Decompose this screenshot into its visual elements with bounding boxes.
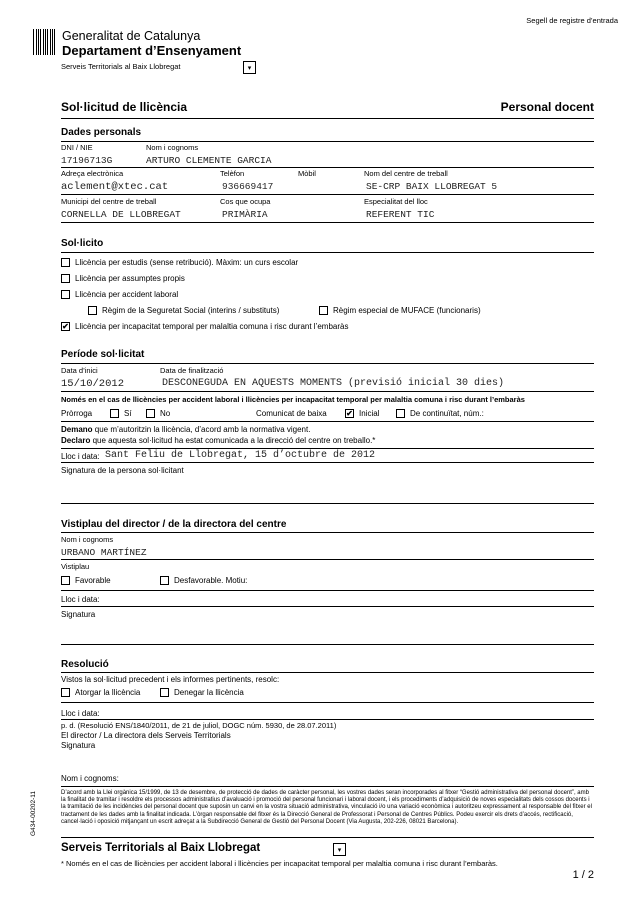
sick-leave-continuity-label: De continuïtat, núm.: — [410, 409, 484, 418]
footnote: * Només en el cas de llicències per accident laboral i llicències per incapacitat temporal per malaltia comuna i risc durant l’embaràs. — [61, 859, 498, 868]
divider — [61, 363, 594, 364]
study-leave-checkbox[interactable] — [61, 258, 70, 267]
social-security-checkbox[interactable] — [88, 306, 97, 315]
section-heading-director: Vistiplau del director / de la directora del centre — [61, 519, 287, 530]
workplace-label: Nom del centre de treball — [364, 169, 448, 178]
extension-yes — [110, 409, 132, 418]
place-date-label: Lloc i data: — [61, 452, 100, 461]
director-name-field[interactable]: URBANO MARTÍNEZ — [61, 547, 147, 558]
divider — [61, 672, 594, 673]
data-protection-notice: D’acord amb la Llei orgànica 15/1999, de 13 de desembre, de protecció de dades de caràcter personal, les vostres dades seran incorporades al fitxer “Gestió administrativa del personal docent”, amb la finalitat de tramitar i resoldre els processos administratius d’avaluació i promoció del personal funcionari i laboral docent, i els procediments d’adquisició de noves especialitats dels cossos docents i la tramitació de les incidències del personal docent que suposin un canvi en la vostra situació administrativa, vinculació i/o una variació econòmica i autoritzeu expressament al responsable del fitxer el tractament de les dades amb la finalitat indicada. L’òrgan responsable del fitxer és la Direcció General de Professorat i Personal de Centres Públics. Podeu exercir els drets d’accés, rectificació, cancel·lació i oposició mitjançant un escrit adreçat a la Subdirecció General de Gestió del Personal Docent (Via Augusta, 202-226, 08021 Barcelona). — [61, 790, 592, 825]
divider — [61, 532, 594, 533]
divider — [61, 167, 594, 168]
generalitat-logo-icon — [33, 29, 55, 55]
municipality-field[interactable]: CORNELLA DE LLOBREGAT — [61, 209, 181, 220]
name-label: Nom i cognoms — [146, 143, 199, 152]
divider — [61, 702, 594, 703]
extension-yes-checkbox[interactable] — [110, 409, 119, 418]
deny-label: Denegar la llicència — [174, 688, 244, 697]
director-name-label: Nom i cognoms — [61, 535, 114, 544]
body-field[interactable]: PRIMÀRIA — [222, 209, 268, 220]
unfavorable-checkbox[interactable] — [160, 576, 169, 585]
divider — [61, 462, 594, 463]
email-field[interactable]: aclement@xtec.cat — [61, 181, 169, 193]
applicant-signature-label: Signatura de la persona sol·licitant — [61, 466, 184, 475]
demand-statement: Demano que m’autoritzin la llicència, d’acord amb la normativa vigent. — [61, 425, 311, 434]
social-security-label: Règim de la Seguretat Social (interins / substituts) — [102, 306, 280, 315]
divider — [61, 837, 594, 838]
extension-row — [61, 409, 92, 418]
registry-stamp-label: Segell de registre d’entrada — [526, 16, 618, 25]
section-heading-resolution: Resolució — [61, 659, 109, 670]
form-title: Sol·licitud de llicència — [61, 100, 188, 114]
grant-checkbox[interactable] — [61, 688, 70, 697]
divider — [61, 141, 594, 142]
service-select-value[interactable]: Serveis Territorials al Baix Llobregat — [61, 62, 181, 71]
end-date-label: Data de finalització — [160, 366, 224, 375]
start-date-field[interactable]: 15/10/2012 — [61, 378, 125, 390]
sick-leave-initial — [345, 409, 379, 418]
unfavorable-label: Desfavorable. Motiu: — [174, 576, 248, 585]
period-note: Només en el cas de llicències per accident laboral i llicències per incapacitat temporal per malaltia comuna i risc durant l’embaràs — [61, 395, 525, 404]
section-heading-personal: Dades personals — [61, 127, 142, 138]
phone-label: Telèfon — [220, 169, 245, 178]
resolution-place-date-label: Lloc i data: — [61, 709, 100, 718]
extension-yes-label: Sí — [124, 409, 132, 418]
mobile-label: Mòbil — [298, 169, 316, 178]
option-temporary-disability — [61, 322, 348, 331]
department-name: Departament d’Ensenyament — [62, 43, 242, 58]
sick-leave-label: Comunicat de baixa — [256, 409, 327, 418]
divider — [61, 606, 594, 607]
form-code: G434-00202-11 — [30, 790, 37, 836]
municipality-label: Municipi del centre de treball — [61, 197, 157, 206]
approval-favorable — [61, 576, 111, 585]
divider — [61, 719, 594, 720]
temporary-disability-label: Llicència per incapacitat temporal per malaltia comuna i risc durant l’embaràs — [75, 322, 349, 331]
specialty-label: Especialitat del lloc — [364, 197, 428, 206]
dni-label: DNI / NIE — [61, 143, 93, 152]
divider — [61, 590, 594, 591]
section-heading-period: Període sol·licitat — [61, 349, 145, 360]
option-muface — [319, 306, 481, 315]
divider — [61, 391, 594, 392]
favorable-label: Favorable — [75, 576, 111, 585]
option-study-leave — [61, 258, 298, 267]
footer-service-dropdown-button[interactable] — [333, 843, 346, 856]
director-place-date-label: Lloc i data: — [61, 595, 100, 604]
chevron-down-icon: ▾ — [337, 846, 342, 854]
divider — [61, 252, 594, 253]
end-date-field[interactable]: DESCONEGUDA EN AQUESTS MOMENTS (previsió inicial 30 dies) — [162, 378, 505, 389]
divider — [61, 118, 594, 119]
own-affairs-checkbox[interactable] — [61, 274, 70, 283]
extension-no — [146, 409, 170, 418]
muface-label: Règim especial de MUFACE (funcionaris) — [333, 306, 481, 315]
temporary-disability-checkbox[interactable]: ✔ — [62, 322, 69, 331]
chevron-down-icon: ▾ — [247, 64, 252, 72]
page-number: 1 / 2 — [572, 869, 594, 881]
service-dropdown-button[interactable] — [243, 61, 256, 74]
study-leave-label: Llicència per estudis (sense retribució). Màxim: un curs escolar — [75, 258, 299, 267]
footer-service-select-value[interactable]: Serveis Territorials al Baix Llobregat — [61, 842, 261, 854]
director-services-line: El director / La directora dels Serveis Territorials — [61, 731, 231, 740]
option-own-affairs — [61, 274, 185, 283]
extension-no-label: No — [160, 409, 171, 418]
divider — [61, 503, 594, 504]
specialty-field[interactable]: REFERENT TIC — [366, 209, 435, 220]
phone-field[interactable]: 936669417 — [222, 181, 274, 192]
option-social-security — [88, 306, 279, 315]
workplace-field[interactable]: SE-CRP BAIX LLOBREGAT 5 — [366, 181, 498, 192]
dni-field[interactable]: 17196713G — [61, 155, 113, 166]
extension-label: Pròrroga — [61, 409, 93, 418]
sick-leave-initial-label: Inicial — [359, 409, 380, 418]
favorable-checkbox[interactable] — [61, 576, 70, 585]
name-field[interactable]: ARTURO CLEMENTE GARCIA — [146, 155, 272, 166]
sick-leave-row — [256, 409, 327, 418]
body-label: Cos que ocupa — [220, 197, 271, 206]
section-heading-request: Sol·licito — [61, 238, 104, 249]
work-accident-checkbox[interactable] — [61, 290, 70, 299]
grant-label: Atorgar la llicència — [75, 688, 141, 697]
resolution-name-label: Nom i cognoms: — [61, 774, 119, 783]
sick-leave-continuity — [396, 409, 484, 418]
place-date-field[interactable]: Sant Feliu de Llobregat, 15 d’octubre de 2012 — [105, 450, 376, 461]
org-name: Generalitat de Catalunya — [62, 29, 201, 43]
approval-unfavorable — [160, 576, 247, 585]
divider — [61, 194, 594, 195]
deny-checkbox[interactable] — [160, 688, 169, 697]
option-work-accident — [61, 290, 178, 299]
resolution-grant — [61, 688, 140, 697]
sick-leave-continuity-checkbox[interactable] — [396, 409, 405, 418]
divider — [61, 644, 594, 645]
resolution-signature-label: Signatura — [61, 741, 96, 750]
approval-label: Vistiplau — [61, 562, 90, 571]
resolution-deny — [160, 688, 244, 697]
sick-leave-initial-checkbox[interactable]: ✔ — [346, 409, 353, 418]
work-accident-label: Llicència per accident laboral — [75, 290, 179, 299]
divider — [61, 421, 594, 422]
director-signature-label: Signatura — [61, 610, 96, 619]
resolution-intro: Vistos la sol·licitud precedent i els informes pertinents, resolc: — [61, 675, 280, 684]
start-date-label: Data d’inici — [61, 366, 98, 375]
declare-statement: Declaro que aquesta sol·licitud ha estat comunicada a la direcció del centre on treballo.* — [61, 436, 376, 445]
delegation-text: p. d. (Resolució ENS/1840/2011, de 21 de juliol, DOGC núm. 5930, de 28.07.2011) — [61, 721, 337, 730]
muface-checkbox[interactable] — [319, 306, 328, 315]
divider — [61, 559, 594, 560]
divider — [61, 448, 594, 449]
divider — [61, 786, 594, 787]
email-label: Adreça electrònica — [61, 169, 124, 178]
divider — [61, 222, 594, 223]
own-affairs-label: Llicència per assumptes propis — [75, 274, 185, 283]
extension-no-checkbox[interactable] — [146, 409, 155, 418]
form-audience: Personal docent — [500, 100, 594, 114]
